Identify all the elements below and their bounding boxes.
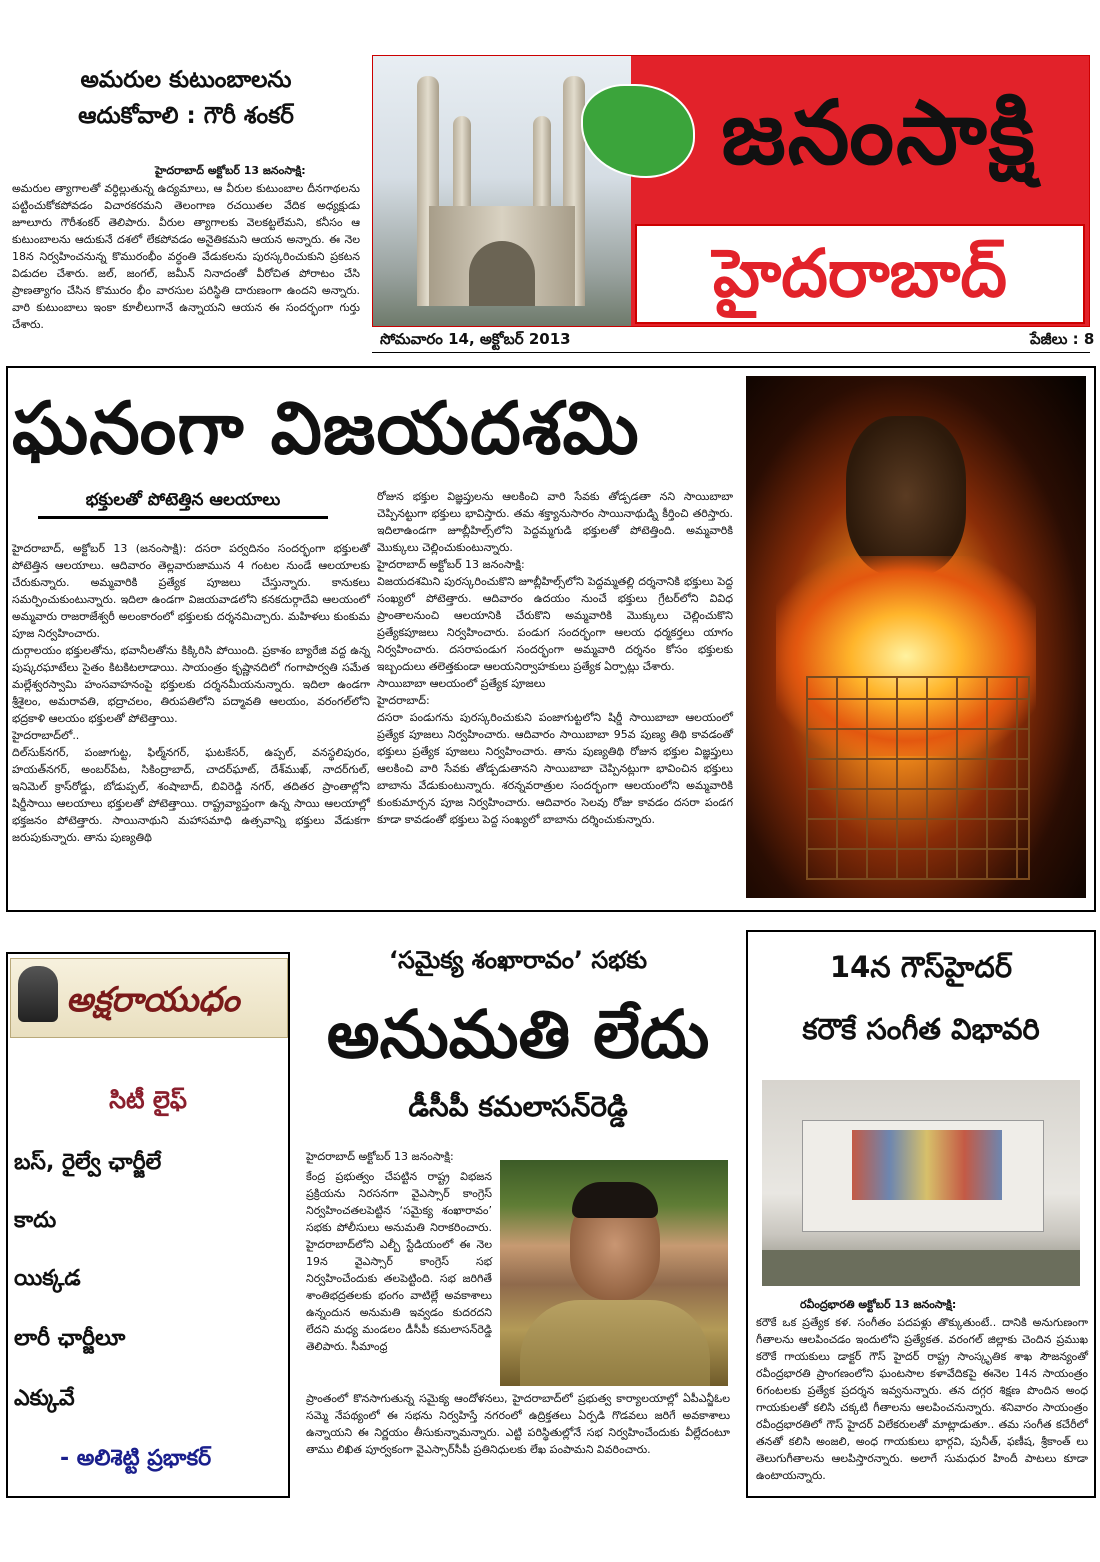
main-col2-para: దసరా పండుగను పురస్కరించుకుని పంజాగుట్టలోని షిర్డీ సాయిబాబా ఆలయంలో ప్రత్యేక పూజలు నిర్వహించారు. ఆదివారం సాయిబాబా 95వ పుణ్య తిథి కావడంతో భక్తులు ప్రత్యేక పూజలు నిర్వహించారు. తాను పుణ్యతిథి రోజున భక్తుల విజ్ఞప్తులు ఆలకించి వారి సేవకు తోడ్పడుతానని సాయిబాబా చెప్పినట్లుగా భావించిన భక్తులు బాబాను వేడుకుంటున్నారు. శరన్నవరాత్రుల సందర్భంగా ఆలయంలోని అమ్మవారికి కుంకుమార్చన పూజ నిర్వహించారు. ఆదివారం సెలవు రోజు కావడం దసరా పండగ కూడా కావడంతో భక్తులు పెద్ద సంఖ్యలో బాబాను దర్శించుకున్నారు. xyxy=(377,711,733,826)
date-rule xyxy=(372,352,1090,353)
masthead xyxy=(372,55,1090,327)
dcp-photo xyxy=(500,1160,728,1386)
main-col2-para: హైదరాబాద్: xyxy=(377,694,430,707)
newspaper-title: జనంసాక్షి xyxy=(721,81,1037,184)
poem-line: యిక్కడ xyxy=(14,1266,81,1291)
city-edition: హైదరాబాద్ xyxy=(713,235,1007,312)
karaoke-headline-1: 14న గౌస్‌హైదర్ xyxy=(829,950,1013,984)
center-body-part1: కేంద్ర ప్రభుత్వం చేపట్టిన రాష్ట్ర విభజన ప్రక్రియను నిరసనగా వైఎస్సార్ కాంగ్రెస్ నిర్వహించతలపెట్టిన ‘సమైక్య శంఖారావం’ సభకు పోలీసులు అనుమతి నిరాకరించారు. హైదరాబాద్‌లోని ఎల్బీ స్టేడియంలో ఈ నెల 19న వైఎస్సార్ కాంగ్రెస్ సభ నిర్వహించేందుకు తలపెట్టింది. సభ జరిగితే శాంతిభద్రతలకు భంగం వాటిల్లే అవకాశాలు ఉన్నందున అనుమతి ఇవ్వడం కుదరదని లేదని మధ్య మండలం డీసీపీ కమలాసన్‌రెడ్డి తెలిపారు. సీమాంధ్ర xyxy=(306,1170,492,1353)
karaoke-headline-2: కరౌకే సంగీత విభావరి xyxy=(802,1012,1040,1046)
poem-line: లారీ ఛార్జీలూ xyxy=(14,1326,126,1351)
main-story-column-1 xyxy=(12,540,370,846)
karaoke-dateline: రవీంద్రభారతి అక్టోబర్ 13 జనంసాక్షి: xyxy=(800,1298,957,1311)
main-col1-para: హైదరాబాద్‌లో.. xyxy=(12,729,80,742)
karaoke-body: కరౌకే ఒక ప్రత్యేక కళ. సంగీతం పదపళ్లు తొక్కుతుంటే.. దానికి అనుగుణంగా గీతాలను ఆలపించడం ఇందులోని ప్రత్యేకత. వరంగల్ జిల్లాకు చెందిన ప్రముఖ కరౌకే గాయకులు డాక్టర్ గౌస్ హైదర్ రాష్ట్ర సాంస్కృతిక శాఖ సౌజన్యంతో రవీంద్రభారతి ప్రాంగణంలోని ఘంటసాల కళావేదికపై ఈనెల 14న సాయంత్రం 6గంటలకు ప్రత్యేక ప్రదర్శన ఇవ్వనున్నారు. తన దగ్గర శిక్షణ పొందిన అంధ గాయకులతో కలిసి చక్కటి గీతాలను ఆలపించనున్నారు. శనివారం సాయంత్రం రవీంద్రభారతిలో గౌస్ హైదర్ విలేకరులతో మాట్లాడుతూ.. తమ సంగీత కచేరీలో తనతో కలిసి అంజలి, అంధ గాయకులు భార్గవి, పునీత్, ఫణీష, శ్రీకాంత్ లు తెలుగుగీతాలను ఆలపిస్తారన్నారు. అలాగే సుమధుర హిందీ పాటలు కూడా ఉంటాయన్నారు. xyxy=(756,1316,1088,1482)
ravana-effigy-photo xyxy=(746,376,1086,898)
top-left-headline xyxy=(14,62,358,134)
top-left-headline-line1: అమరుల కుటుంబాలను xyxy=(80,67,292,93)
main-subheadline: భక్తులతో పోటెత్తిన ఆలయాలు xyxy=(85,490,281,510)
main-col2-para: రోజున భక్తుల విజ్ఞప్తులను ఆలకించి వారి సేవకు తోడ్పడతా నని సాయిబాబా చెప్పినట్టుగా భక్తులు భావిస్తారు. తమ శక్త్యానుసారం సాయినాథుడ్ని కీర్తించి తరిస్తారు. ఇదిలాఉండగా జూబ్లీహిల్స్‌లోని పెద్దమ్మగుడి భక్తులతో పోటెత్తింది. అమ్మవారికి మొక్కులు చెల్లించుకుంటున్నారు. xyxy=(377,490,733,554)
page-count: పేజీలు : 8 xyxy=(1030,330,1095,348)
center-byline: డీసీపీ కమలాసన్‌రెడ్డి xyxy=(408,1090,628,1123)
poem-line: బస్, రైల్వే ఛార్జీలే xyxy=(14,1150,162,1175)
top-left-dateline: హైదరాబాద్ అక్టోబర్ 13 జనంసాక్షి: xyxy=(155,164,306,177)
issue-date: సోమవారం 14, అక్టోబర్ 2013 xyxy=(380,330,571,348)
center-headline: అనుమతి లేదు xyxy=(326,996,710,1073)
main-col2-para: సాయిబాబా ఆలయంలో ప్రత్యేక పూజలు xyxy=(377,677,546,690)
main-col1-para: హైదరాబాద్, అక్టోబర్ 13 (జనంసాక్షి): దసరా పర్వదినం సందర్భంగా భక్తులతో పోటెత్తిన ఆలయాలు. ఆదివారం తెల్లవారుజామున 4 గంటల నుండే ఆలయాలకు చేరుకున్నారు. అమ్మవారికి ప్రత్యేక పూజలు చేస్తున్నారు. కానుకలు సమర్పించుకుంటున్నారు. ఇదిలా ఉండగా విజయవాడలోని కనకదుర్గాదేవి ఆలయంలో అమ్మవారు రాజరాజేశ్వరీ అలంకారంలో భక్తులకు దర్శనమిచ్చారు. మహిళలు కుంకుమ పూజ నిర్వహించారు. xyxy=(12,542,370,640)
poet-portrait xyxy=(18,966,58,1022)
city-edition-box xyxy=(635,224,1085,324)
poem-title: సిటీ లైఫ్ xyxy=(109,1086,187,1114)
center-body-part2: ప్రాంతంలో కొనసాగుతున్న సమైక్య ఆందోళనలు, హైదరాబాద్‌లో ప్రభుత్వ కార్యాలయాల్లో ఏపీఎన్జీఓల సమ్మె నేపథ్యంలో ఈ సభను నిర్వహిస్తే నగరంలో ఉద్రిక్తతలు ఏర్పడి గొడవలు జరిగే అవకాశాలు ఉన్నాయని ఈ నిర్ణయం తీసుకున్నామన్నారు. ఎట్టి పరిస్థితుల్లోనే సభ నిర్వహించేందుకు వీల్లేదంటూ తాము లిఖిత పూర్వకంగా వైఎస్సార్‌సీపీ ప్రతినిధులకు లేఖ పంపామని వివరించారు. xyxy=(306,1392,730,1456)
main-headline: ఘనంగా విజయదశమి xyxy=(12,386,640,470)
main-col2-para: విజయదశమిని పురస్కరించుకొని జూబ్లీహిల్స్‌లోని పెద్దమ్మతల్లి దర్శనానికి భక్తులు పెద్ద సంఖ్యలో పోటెత్తారు. ఆదివారం ఉదయం నుంచే భక్తులు గ్రేటర్‌లోని వివిధ ప్రాంతాలనుంచి ఆలయానికి చేరుకొని అమ్మవారికి మొక్కులు చెల్లించుకొని ప్రత్యేకపూజలు నిర్వహించారు. పండుగ సందర్భంగా ఆలయ ధర్మకర్తలు యాగం నిర్వహించారు. దసరాపండుగ సందర్భంగా అమ్మవారి దర్శనం కోసం భక్తులకు ఇబ్బందులు తలెత్తకుండా ఆలయనిర్వాహకులు ప్రత్యేక ఏర్పాట్లు చేశారు. xyxy=(377,575,733,673)
top-left-headline-line2: ఆదుకోవాలి : గౌరీ శంకర్ xyxy=(78,103,294,129)
ravindra-bharathi-photo xyxy=(762,1080,1080,1286)
top-left-body: అమరుల త్యాగాలతో వర్ధిల్లుతున్న ఉద్యమాలు, ఆ వీరుల కుటుంబాల దీనగాథలను పట్టించుకోకపోవడం విచారకరమని తెలంగాణ రచయితల వేదిక అధ్యక్షుడు జూలూరు గౌరీశంకర్ తెలిపారు. వీరుల త్యాగాలకు వెలకట్టలేమని, కనీసం ఆ కుటుంబాలను ఆదుకునే దశలో లేకపోవడం అనైతికమని ఆయన అన్నారు. ఈ నెల 18న నిర్వహించనున్న కొమురంభీం వర్ధంతి వేడుకలను పురస్కరించుకుని ప్రకటన విడుదల చేశారు. జల్, జంగల్, జమీన్ నినాదంతో వీరోచిత పోరాటం చేసి ప్రాణత్యాగం చేసిన కొమురం భీం వారసుల పరిస్థితి దారుణంగా ఉందని అన్నారు. వారి కుటుంబాలు ఇంకా కూలీలుగానే ఉన్నాయని ఆయన ఈ సందర్భంగా గుర్తు చేశారు. xyxy=(12,182,360,331)
main-col1-para: దుర్గాలయం భక్తులతోను, భవానీలతోను కిక్కిరిసి పోయింది. ప్రకాశం బ్యారేజి వద్ద ఉన్న పుష్కరఘాటేలు సైతం కిటకిటలాడాయి. సాయంత్రం కృష్ణానదిలో గంగాపార్వతి సమేత మల్లేశ్వరస్వామి హంసవాహనంపై భక్తులకు దర్శనమీయనున్నారు. ఇదిలా ఉండగా శ్రీశైలం, అమరావతి, భద్రాచలం, తిరుపతిలోని పద్మావతి ఆలయం, వరంగల్‌లోని భద్రకాళి ఆలయం భక్తులతో పోటెత్తాయి. xyxy=(12,644,370,725)
center-dateline: హైదరాబాద్ అక్టోబర్ 13 జనంసాక్షి: xyxy=(306,1150,454,1163)
poem-line: ఎక్కువే xyxy=(14,1386,75,1411)
center-kicker: ‘సమైక్య శంఖారావం’ సభకు xyxy=(388,946,648,974)
main-story-column-2 xyxy=(377,488,733,828)
poem-author: - అలిశెట్టి ప్రభాకర్ xyxy=(60,1446,212,1471)
main-col2-para: హైదరాబాద్ అక్టోబర్ 13 జనంసాక్షి: xyxy=(377,558,525,571)
main-col1-para: దిల్‌సుక్‌నగర్, పంజాగుట్ట, ఫిల్మ్‌నగర్, ఘటకేసర్, ఉప్పల్, వనస్థలిపురం, హయత్‌నగర్, అంబర్‌పేట, సికింద్రాబాద్, చాదర్‌ఘాట్, దేశ్‌ముఖ్, నాదర్‌గుల్, ఇనిమెల్ క్రాస్‌రోడ్డు, బోడుప్పల్, శంషాబాద్, బివిరెడ్డి నగర్, తదితర ప్రాంతాల్లోని షిర్డీసాయి ఆలయాలు భక్తులతో పోటెత్తాయి. రాష్ట్రవ్యాప్తంగా ఉన్న సాయి ఆలయాల్లో భక్తజనం పోటెత్తారు. సాయినాథుని మహాసమాధి ఉత్సవాన్ని భక్తులు వేడుకగా జరుపుకున్నారు. తాను పుణ్యతిథి xyxy=(12,746,370,844)
subhead-underline xyxy=(38,516,328,519)
poem-line: కాదు xyxy=(14,1208,57,1233)
akshrayudham-banner-text: అక్షరాయుధం xyxy=(66,980,240,1020)
